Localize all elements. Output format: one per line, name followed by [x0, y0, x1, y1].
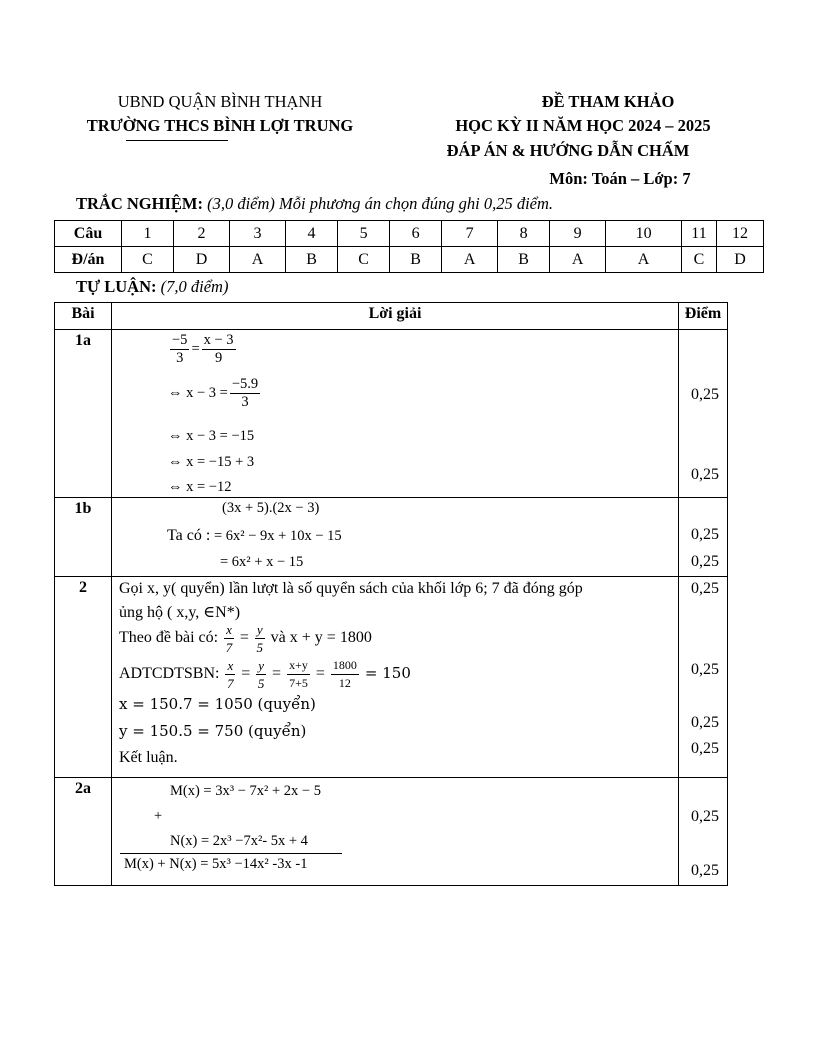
text-line: y = 150.5 = 750 (quyển) [119, 722, 307, 740]
math-line: ⇔ x − 3 = $\frac{-5.9}{3}$ [168, 376, 259, 410]
score-value: 0,25 [691, 714, 719, 731]
fraction: $\frac{x}{7}$ [227, 658, 234, 691]
mc-answer-cell: C [682, 247, 717, 273]
col-header-bai: Bài [55, 303, 112, 330]
mc-question-row [55, 221, 764, 247]
score-value: 0,25 [691, 740, 719, 757]
math-line: M(x) = 3x³ − 7x² + 2x − 5 [170, 783, 321, 799]
math-line: $\frac{-5}{3}$ = $\frac{x - 3}{9}$ [172, 332, 234, 366]
fraction: $\frac{x}{7}$ [225, 622, 233, 655]
subject-grade: Môn: Toán – Lớp: 7 [549, 169, 691, 188]
score-value: 0,25 [691, 466, 719, 483]
mc-question-cell: 9 [550, 221, 606, 247]
mc-answer-cell: C [338, 247, 390, 273]
mc-answer-row [55, 247, 764, 273]
solution-cell [112, 498, 679, 577]
solution-header-row [55, 303, 728, 330]
mc-question-cell: 4 [286, 221, 338, 247]
fraction: $\frac{x - 3}{9}$ [203, 332, 234, 366]
mc-title: TRẮC NGHIỆM: [76, 194, 203, 213]
mc-answer-cell: A [230, 247, 286, 273]
text-line: Gọi x, y( quyển) lần lượt là số quyển sách của khối lớp 6; 7 đã đóng góp [119, 580, 583, 597]
score-cell [679, 498, 728, 577]
mc-question-cell: 1 [122, 221, 174, 247]
essay-note: (7,0 điểm) [160, 277, 229, 296]
math-line: Ta có : = 6x² − 9x + 10x − 15 [167, 527, 342, 544]
plus-sign: + [154, 808, 163, 824]
score-value: 0,25 [691, 526, 719, 543]
score-value: 0,25 [691, 386, 719, 403]
text-line: x = 150.7 = 1050 (quyển) [119, 695, 316, 713]
mc-question-cell: 7 [442, 221, 498, 247]
fraction: $\frac{y}{5}$ [256, 622, 264, 655]
school-district: UBND QUẬN BÌNH THẠNH [117, 92, 323, 111]
solution-cell [112, 577, 679, 778]
solution-cell [112, 330, 679, 498]
mc-question-cell: 10 [606, 221, 682, 247]
math-line: N(x) = 2x³ −7x²- 5x + 4 [170, 833, 308, 849]
sum-line [120, 853, 342, 854]
solution-row-1b [55, 498, 728, 577]
mc-row-label: Đ/án [55, 247, 122, 273]
mc-question-cell: 5 [338, 221, 390, 247]
mc-answer-cell: A [606, 247, 682, 273]
mc-question-cell: 6 [390, 221, 442, 247]
mc-answer-cell: D [174, 247, 230, 273]
solution-row-1a [55, 330, 728, 498]
text-line: ADTCDTSBN: $\frac{x}{7}$ = $\frac{y}{5}$ = $\frac{x+y}{7+5}$ = $\frac{1800}{12}$ = 150 [119, 658, 411, 691]
text-line: Kết luận. [119, 749, 178, 766]
mc-answer-cell: C [122, 247, 174, 273]
fraction: $\frac{-5}{3}$ [172, 332, 188, 366]
fraction: $\frac{x+y}{7+5}$ [289, 658, 308, 690]
problem-label: 1b [55, 498, 112, 577]
mc-question-cell: 11 [682, 221, 717, 247]
score-cell [679, 577, 728, 778]
fraction: $\frac{y}{5}$ [257, 658, 265, 691]
solution-table [54, 302, 728, 886]
mc-answer-cell: A [550, 247, 606, 273]
mc-question-cell: 8 [498, 221, 550, 247]
essay-heading [76, 277, 228, 297]
mc-answer-cell: A [442, 247, 498, 273]
problem-label: 2 [55, 577, 112, 778]
mc-answer-cell: B [498, 247, 550, 273]
school-name: TRƯỜNG THCS BÌNH LỢI TRUNG [86, 116, 354, 135]
header-underline [126, 140, 228, 141]
text-line: ủng hộ ( x,y, ∈N*) [119, 604, 241, 621]
essay-title: TỰ LUẬN: [76, 277, 157, 296]
mc-note: (3,0 điểm) Mỗi phương án chọn đúng ghi 0,25 điểm. [207, 194, 554, 213]
mc-heading [76, 194, 553, 214]
answer-key-title: ĐÁP ÁN & HƯỚNG DẪN CHẤM [446, 141, 690, 160]
mc-answer-table [54, 220, 764, 273]
exam-type: ĐỀ THAM KHẢO [541, 92, 675, 111]
mc-answer-cell: B [390, 247, 442, 273]
problem-label: 2a [55, 778, 112, 886]
score-value: 0,25 [691, 862, 719, 879]
text-line: Theo đề bài có: $\frac{x}{7}$ = $\frac{y}{5}$ và x + y = 1800 [119, 622, 372, 655]
score-value: 0,25 [691, 661, 719, 678]
mc-question-cell: 3 [230, 221, 286, 247]
col-header-solution: Lời giải [112, 303, 679, 330]
score-value: 0,25 [691, 580, 719, 597]
mc-answer-cell: B [286, 247, 338, 273]
mc-question-cell: 12 [717, 221, 764, 247]
mc-row-label: Câu [55, 221, 122, 247]
solution-cell [112, 778, 679, 886]
solution-row-2a [55, 778, 728, 886]
math-line: = 6x² + x − 15 [220, 554, 304, 570]
math-line: ⇔ x − 3 = −15 [168, 428, 255, 444]
score-cell [679, 778, 728, 886]
math-line: (3x + 5).(2x − 3) [222, 500, 320, 516]
mc-question-cell: 2 [174, 221, 230, 247]
problem-label: 1a [55, 330, 112, 498]
score-value: 0,25 [691, 553, 719, 570]
fraction: $\frac{1800}{12}$ [332, 658, 357, 690]
math-line: M(x) + N(x) = 5x³ −14x² -3x -1 [124, 856, 308, 872]
math-line: ⇔ x = −12 [168, 479, 232, 495]
mc-answer-cell: D [717, 247, 764, 273]
exam-term: HỌC KỲ II NĂM HỌC 2024 – 2025 [455, 116, 711, 135]
solution-row-2 [55, 577, 728, 778]
score-value: 0,25 [691, 808, 719, 825]
fraction: $\frac{-5.9}{3}$ [231, 376, 259, 410]
col-header-score: Điểm [679, 303, 728, 330]
math-line: ⇔ x = −15 + 3 [168, 454, 255, 470]
score-cell [679, 330, 728, 498]
